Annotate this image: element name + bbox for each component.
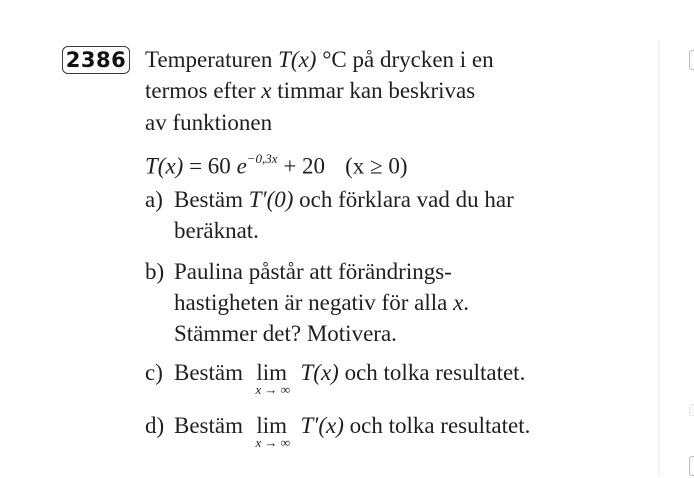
intro-text: Temperaturen [145,47,279,72]
part-b-line-2 [145,287,469,318]
formula-rest: + 20 [277,153,326,179]
intro-line-1 [145,44,494,75]
intro-line-3: av funktionen [145,110,273,135]
part-b-var: x [453,290,464,315]
intro-text: termos efter [145,78,262,103]
formula-lhs: T(x) [145,153,184,179]
part-c-expr: T(x) [300,360,339,385]
part-b [145,256,469,349]
formula-base: e [236,153,247,179]
part-d [145,410,531,450]
lim-word: lim [256,413,288,438]
formula-eq: = 60 [183,153,237,179]
part-a-text: Bestäm [174,187,249,212]
lim-subscript: x → ∞ [255,435,291,450]
part-a-expr: T′(0) [248,187,294,212]
function-name: T(x) [278,47,317,72]
intro-text: °C på drycken i en [316,47,494,72]
problem-number: 2386 [62,46,130,74]
intro-text: timmar kan beskrivas [271,78,476,103]
part-c [145,357,526,397]
edge-tab-bottom [689,456,694,476]
part-a [145,184,514,246]
intro-line-2 [145,75,475,106]
part-a-line-2: beräknat. [174,218,259,243]
part-a-label: a) [145,187,163,212]
formula [145,145,408,182]
part-c-label: c) [145,360,163,385]
part-b-text: hastigheten är negativ för alla [174,290,454,315]
part-c-text: Bestäm [174,360,249,385]
part-a-text: och förklara vad du har [293,187,514,212]
part-d-text: Bestäm [174,413,249,438]
variable-x: x [261,78,272,103]
part-d-text: och tolka resultatet. [343,413,531,438]
part-b-text: . [463,290,470,315]
limit-operator [249,410,295,450]
part-b-label: b) [145,259,165,284]
edge-tab-middle [689,404,694,416]
formula-condition: (x ≥ 0) [345,153,408,179]
part-b-line-1: Paulina påstår att förändrings- [174,259,452,284]
column-divider [658,40,660,476]
lim-word: lim [256,360,288,385]
part-d-label: d) [145,413,165,438]
lim-subscript: x → ∞ [255,382,291,397]
part-c-text: och tolka resultatet. [338,360,526,385]
formula-exponent: −0,3x [246,151,278,166]
part-d-expr: T′(x) [300,413,344,438]
edge-tab-top [689,50,694,70]
part-b-line-3: Stämmer det? Motivera. [174,321,397,346]
limit-operator [249,357,295,397]
